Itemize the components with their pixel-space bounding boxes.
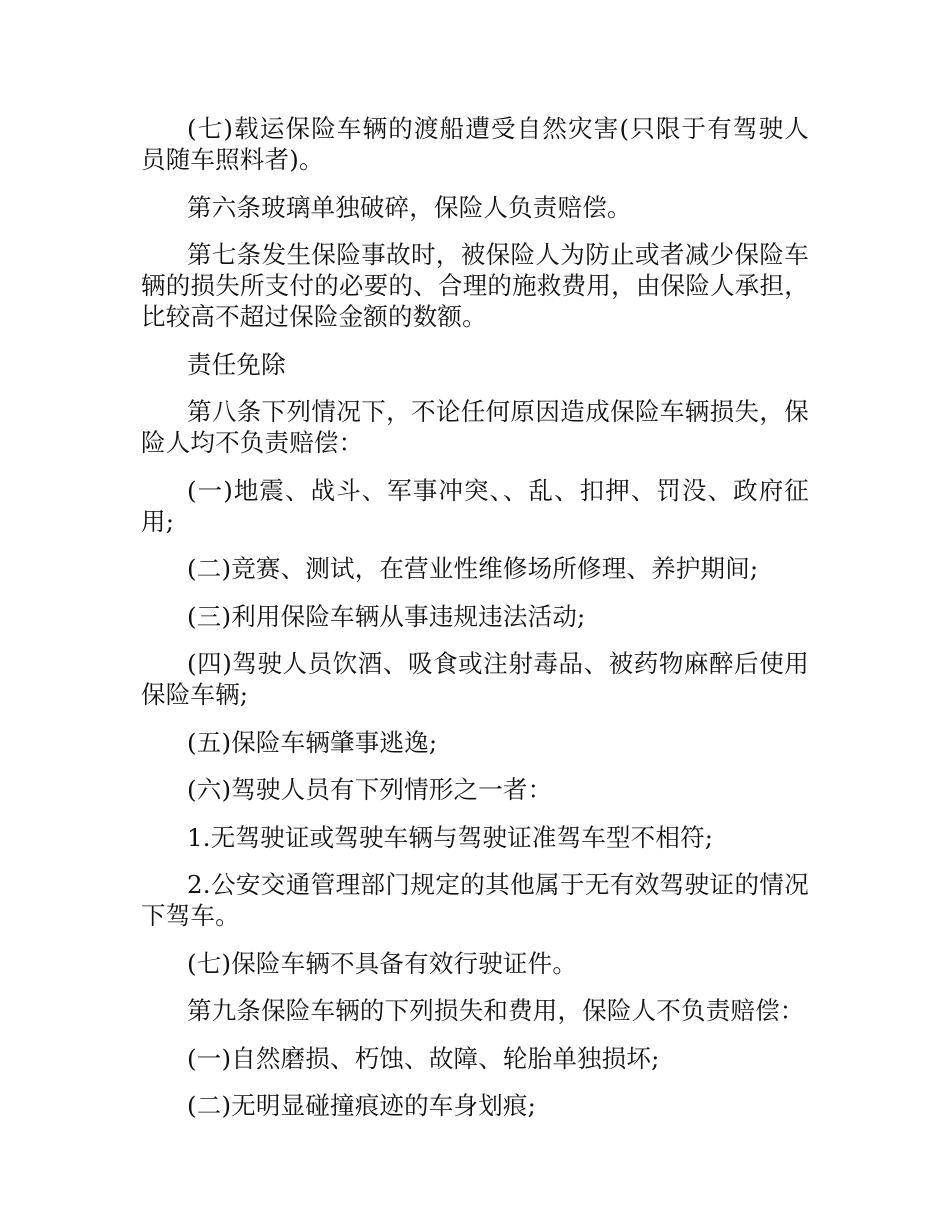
paragraph-article-8-item-7: (七)保险车辆不具备有效行驶证件。 [187,948,578,978]
paragraph-article-8: 第八条下列情况下，不论任何原因造成保险车辆损失，保险人均不负责赔偿： [141,397,809,457]
paragraph-article-8-item-2: (二)竞赛、测试，在营业性维修场所修理、养护期间; [187,554,759,583]
paragraph-article-9: 第九条保险车辆的下列损失和费用，保险人不负责赔偿： [187,996,805,1025]
paragraph-article-8-item-5: (五)保险车辆肇事逃逸; [187,727,438,757]
paragraph-article-8-item-1: (一)地震、战斗、军事冲突、、乱、扣押、罚没、政府征用; [141,475,809,536]
document-body [141,113,809,1138]
paragraph-article-8-item-6-sub-1: 1.无驾驶证或驾驶车辆与驾驶证准驾车型不相符; [187,822,714,852]
paragraph-clause-7-ferry: (七)载运保险车辆的渡船遭受自然灾害(只限于有驾驶人员随车照料者)。 [141,114,809,174]
section-heading-exclusions: 责任免除 [187,349,286,379]
paragraph-article-8-item-6-sub-2: 2.公安交通管理部门规定的其他属于无有效驾驶证的情况下驾车。 [141,870,809,930]
paragraph-article-6: 第六条玻璃单独破碎，保险人负责赔偿。 [187,192,632,222]
paragraph-article-8-item-4: (四)驾驶人员饮酒、吸食或注射毒品、被药物麻醉后使用保险车辆; [141,649,809,709]
paragraph-article-7: 第七条发生保险事故时，被保险人为防止或者减少保险车辆的损失所支付的必要的、合理的施救费用，由保险人承担，比较高不超过保险金额的数额。 [141,240,809,331]
paragraph-article-8-item-3: (三)利用保险车辆从事违规违法活动; [187,601,586,631]
paragraph-article-8-item-6: (六)驾驶人员有下列情形之一者： [187,775,553,804]
paragraph-article-9-item-2: (二)无明显碰撞痕迹的车身划痕; [187,1091,537,1120]
paragraph-article-9-item-1: (一)自然磨损、朽蚀、故障、轮胎单独损坏; [187,1043,660,1073]
